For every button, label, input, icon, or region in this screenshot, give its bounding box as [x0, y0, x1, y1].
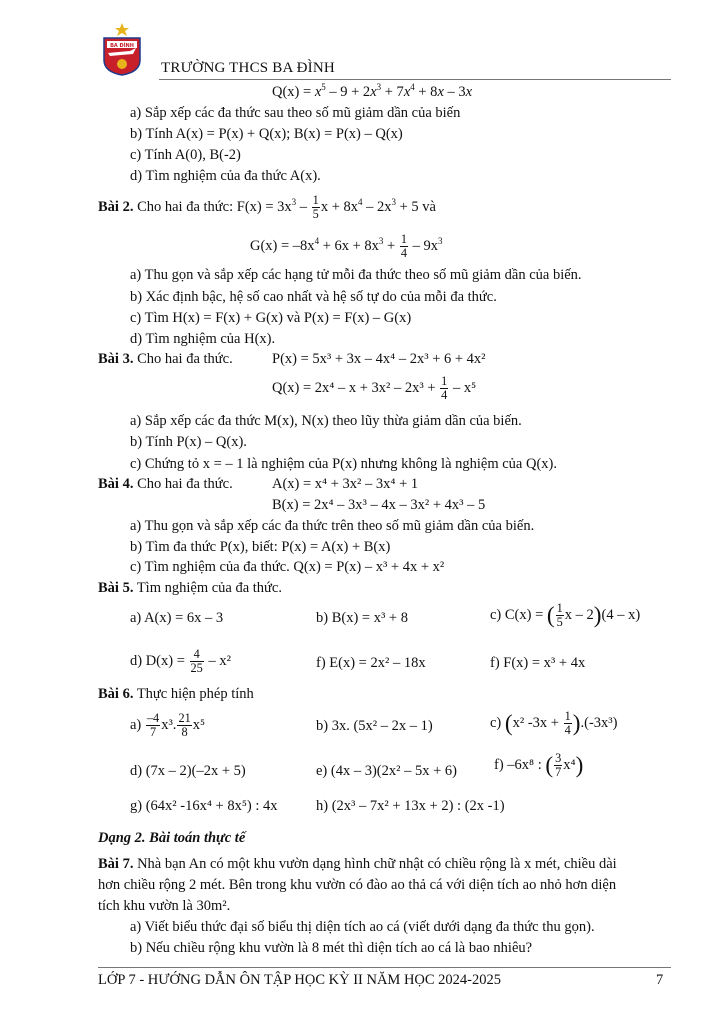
bai7-b: b) Nếu chiều rộng khu vườn là 8 mét thì diện tích ao cá là bao nhiêu?	[130, 940, 533, 956]
bai5-c: c) C(x) = ( $\frac{1}{5}$ x – 2)(4 – x)	[490, 601, 641, 629]
bai4-intro: Bài 4. Cho hai đa thức.	[98, 476, 233, 492]
bai4-a-poly: A(x) = x⁴ + 3x² – 3x⁴ + 1	[272, 476, 419, 492]
q-polynomial: $Q(x) = x^5 - 9 + 2x^3 + 7x^4 + 8x - 3x$	[272, 82, 473, 100]
school-name: TRƯỜNG THCS BA ĐÌNH	[161, 60, 335, 76]
bai6-d: d) (7x – 2)(–2x + 5)	[130, 763, 246, 779]
bai4-b: b) Tìm đa thức P(x), biết: P(x) = A(x) + B(x)	[130, 539, 391, 555]
bai6-h: h) (2x³ – 7x² + 13x + 2) : (2x -1)	[316, 798, 505, 814]
bai6-b: b) 3x. (5x² – 2x – 1)	[316, 718, 433, 734]
bai2-b: b) Xác định bậc, hệ số cao nhất và hệ số tự do của mỗi đa thức.	[130, 289, 497, 305]
bai3-a: a) Sắp xếp các đa thức M(x), N(x) theo lũy thừa giảm dần của biến.	[130, 413, 522, 429]
school-logo	[100, 22, 144, 76]
logo-text: BA ĐÌNH	[110, 43, 134, 49]
bai7-line3: tích khu vườn là 30m².	[98, 898, 231, 914]
bai6-e: e) (4x – 3)(2x² – 5x + 6)	[316, 763, 457, 779]
bai5-d: d) D(x) = $\frac{4}{25}$ – x²	[130, 647, 231, 675]
bai5-e: f) E(x) = 2x² – 18x	[316, 655, 426, 671]
bai2-c: c) Tìm H(x) = F(x) + G(x) và P(x) = F(x) – G(x)	[130, 310, 412, 326]
bai7-line2: hơn chiều rộng 2 mét. Bên trong khu vườn có đào ao thả cá với diện tích ao nhỏ hơn diện	[98, 877, 617, 893]
header-divider	[159, 79, 671, 80]
bai1-d: d) Tìm nghiệm của đa thức A(x).	[130, 168, 321, 184]
bai4-c: c) Tìm nghiệm của đa thức. Q(x) = P(x) – x³ + 4x + x²	[130, 559, 445, 575]
page-number: 7	[656, 972, 664, 988]
bai6-c: c) (x² -3x + $\frac{1}{4}$ ).(-3x³)	[490, 709, 618, 737]
bai5-b: b) B(x) = x³ + 8	[316, 610, 408, 626]
footer-divider	[98, 967, 671, 968]
bai3-p: P(x) = 5x³ + 3x – 4x⁴ – 2x³ + 6 + 4x²	[272, 351, 486, 367]
bai6-f: f) –6x⁸ : ( $\frac{3}{7}$ x⁴)	[494, 751, 584, 779]
bai6-a: a) $\frac{-4}{7}$ x³. $\frac{21}{8}$ x⁵	[130, 711, 206, 739]
bai1-b: b) Tính A(x) = P(x) + Q(x); B(x) = P(x) – Q(x)	[130, 126, 403, 142]
bai4-b-poly: B(x) = 2x⁴ – 3x³ – 4x – 3x² + 4x³ – 5	[272, 497, 486, 513]
bai7-line1: Bài 7. Nhà bạn An có một khu vườn dạng hình chữ nhật có chiều rộng là x mét, chiều dài	[98, 856, 617, 872]
footer-text: LỚP 7 - HƯỚNG DẪN ÔN TẬP HỌC KỲ II NĂM HỌC 2024-2025	[98, 972, 502, 988]
bai3-b: b) Tính P(x) – Q(x).	[130, 434, 247, 450]
bai2-intro: Bài 2. Cho hai đa thức: $F(x) = 3x^3$ – $\frac{1}{5}$ $x + 8x^4 - 2x^3 + 5$ và	[98, 193, 436, 221]
bai3-c: c) Chứng tỏ x = – 1 là nghiệm của P(x) nhưng không là nghiệm của Q(x).	[130, 456, 557, 472]
bai7-a: a) Viết biểu thức đại số biểu thị diện tích ao cá (viết dưới dạng đa thức thu gọn).	[130, 919, 595, 935]
bai1-a: a) Sắp xếp các đa thức sau theo số mũ giảm dần của biến	[130, 105, 461, 121]
bai2-a: a) Thu gọn và sắp xếp các hạng tử mỗi đa thức theo số mũ giảm dần của biến.	[130, 267, 582, 283]
bai5-f: f) F(x) = x³ + 4x	[490, 655, 586, 671]
bai4-a: a) Thu gọn và sắp xếp các đa thức trên theo số mũ giảm dần của biến.	[130, 518, 535, 534]
bai2-d: d) Tìm nghiệm của H(x).	[130, 331, 276, 347]
bai3-intro: Bài 3. Cho hai đa thức.	[98, 351, 233, 367]
bai5-intro: Bài 5. Tìm nghiệm của đa thức.	[98, 580, 282, 596]
section-dang2-title: Dạng 2. Bài toán thực tế	[98, 830, 246, 846]
bai6-intro: Bài 6. Thực hiện phép tính	[98, 686, 254, 702]
bai3-q: Q(x) = 2x⁴ – x + 3x² – 2x³ + $\frac{1}{4}$ – x⁵	[272, 374, 477, 402]
bai5-a: a) A(x) = 6x – 3	[130, 610, 224, 626]
bai2-g: $G(x) = -8x^4 + 6x + 8x^3$ + $\frac{1}{4}$ – $9x^3$	[250, 232, 443, 260]
bai1-c: c) Tính A(0), B(-2)	[130, 147, 241, 163]
bai6-g: g) (64x² -16x⁴ + 8x⁵) : 4x	[130, 798, 278, 814]
